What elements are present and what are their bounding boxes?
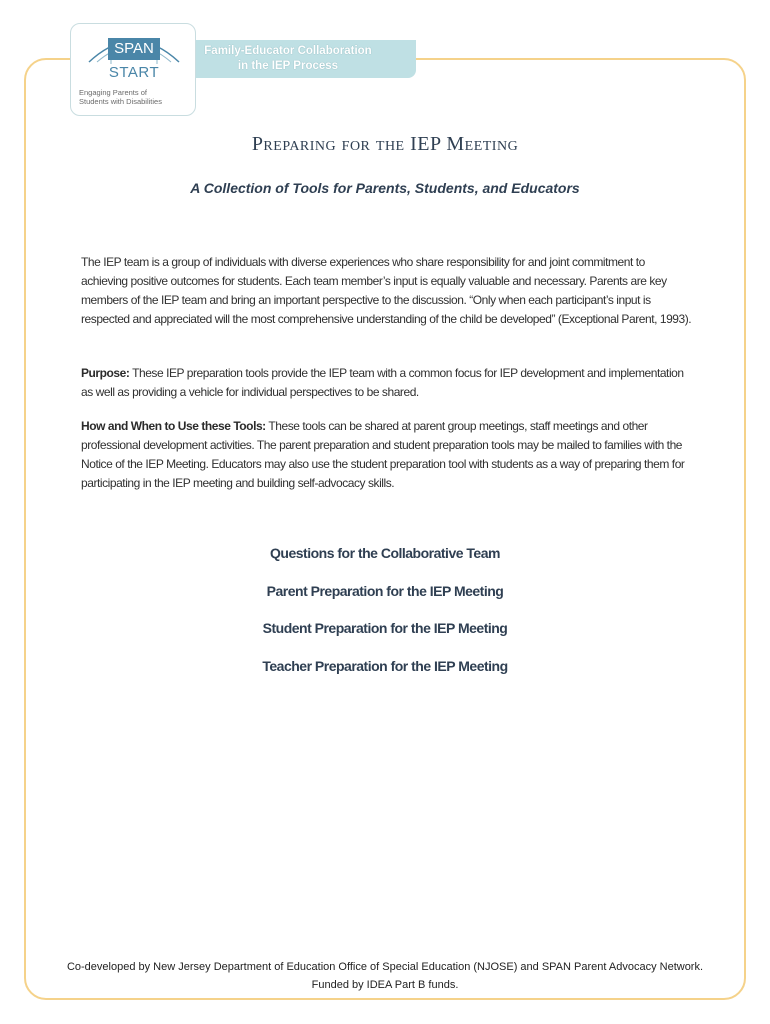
- logo-tagline-line-2: Students with Disabilities: [79, 97, 162, 106]
- page-border-frame: [24, 58, 746, 1000]
- header-banner: [160, 40, 416, 78]
- howto-paragraph: [81, 417, 693, 493]
- logo-tagline-line-1: Engaging Parents of: [79, 88, 147, 97]
- tool-link-teacher-preparation[interactable]: Teacher Preparation for the IEP Meeting: [262, 657, 508, 674]
- banner-line-1: Family-Educator Collaboration: [204, 45, 372, 57]
- purpose-paragraph: [81, 364, 693, 402]
- tool-link-student-preparation[interactable]: Student Preparation for the IEP Meeting: [262, 620, 508, 636]
- tool-list: [0, 543, 770, 693]
- footer: [0, 958, 770, 994]
- page-title: Preparing for the IEP Meeting: [251, 133, 519, 155]
- tool-link-collaborative-team[interactable]: Questions for the Collaborative Team: [270, 545, 500, 561]
- banner-line-2: in the IEP Process: [237, 60, 339, 72]
- logo-word-start: START: [108, 64, 160, 81]
- purpose-text: These IEP preparation tools provide the IEP team with a common focus for IEP development and implementation as well as providing a vehicle for individual perspectives to be shared.: [81, 366, 684, 399]
- howto-label: How and When to Use these Tools:: [81, 419, 266, 433]
- span-start-logo: [70, 23, 196, 116]
- logo-tagline: [79, 88, 191, 106]
- tool-link-parent-preparation[interactable]: Parent Preparation for the IEP Meeting: [266, 582, 504, 599]
- footer-line-1: Co-developed by New Jersey Department of Education Office of Special Education (NJOSE) and SPAN Parent Advocacy Network.: [66, 961, 704, 973]
- page-subtitle: A Collection of Tools for Parents, Students, and Educators: [190, 180, 580, 196]
- purpose-label: Purpose:: [81, 366, 130, 380]
- intro-paragraph: The IEP team is a group of individuals with diverse experiences who share responsibility for and joint commitment to achieving positive outcomes for students. Each team member’s input is equally valuable and necessary. Parents are key members of the IEP team and bring an important perspective to the discussion. “Only when each participant’s input is respected and appreciated will the most comprehensive understanding of the child be developed” (Exceptional Parent, 1993).: [81, 255, 692, 326]
- howto-text: These tools can be shared at parent group meetings, staff meetings and other professional development activities. The parent preparation and student preparation tools may be mailed to families with the Notice of the IEP Meeting. Educators may also use the student preparation tool with students as a way of preparing them for participating in the IEP meeting and building self-advocacy skills.: [81, 419, 685, 490]
- footer-line-2: Funded by IDEA Part B funds.: [311, 979, 459, 991]
- logo-word-span: SPAN: [108, 38, 160, 60]
